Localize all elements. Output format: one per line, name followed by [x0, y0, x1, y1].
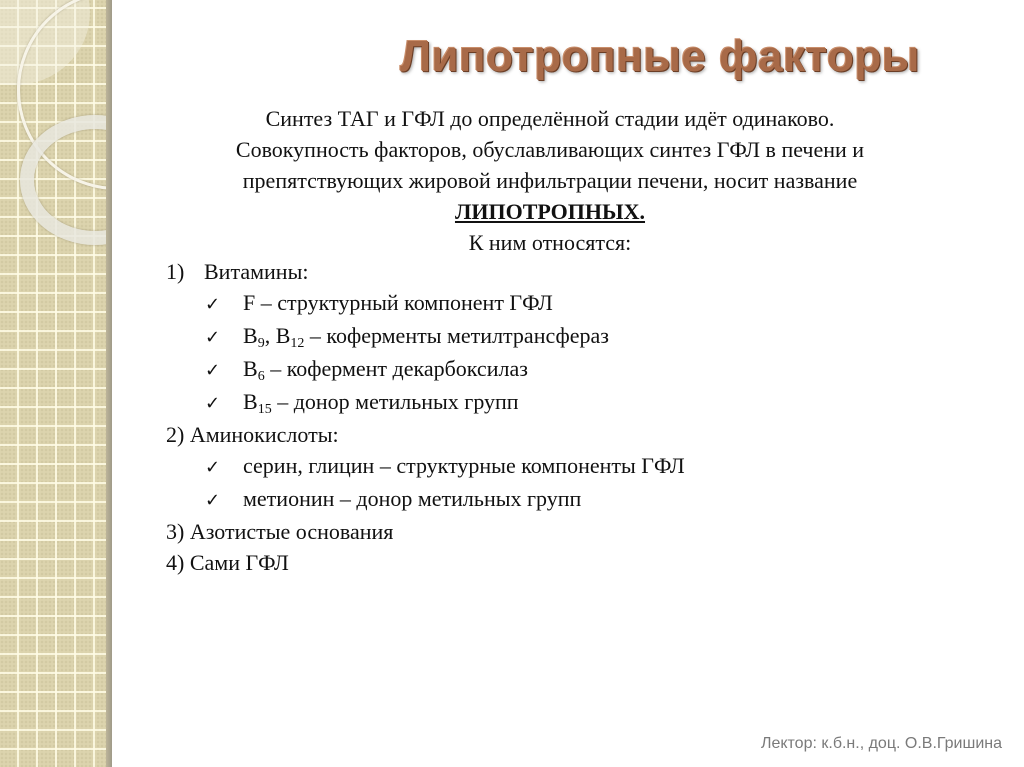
- list-item-phospholipids: [166, 547, 866, 578]
- list-item-amino-acids: [166, 419, 866, 450]
- factor-list: [166, 256, 866, 578]
- sub-item-text: – донор метильных групп: [271, 389, 519, 414]
- item-label: Сами ГФЛ: [189, 550, 289, 575]
- lecturer-footer: Лектор: к.б.н., доц. О.В.Гришина: [760, 735, 1002, 752]
- sidebar-edge-shadow: [106, 0, 112, 767]
- intro-line: препятствующих жировой инфильтрации печени, носит название: [242, 168, 858, 193]
- list-item-nitrogenous-bases: [166, 516, 866, 547]
- sub-item: [166, 287, 866, 320]
- sub-item-text: серин, глицин – структурные компоненты ГФЛ: [243, 453, 685, 478]
- intro-line: К ним относятся:: [468, 230, 632, 255]
- checkmark-icon: ✓: [205, 360, 221, 381]
- item-label: Витамины:: [204, 259, 309, 284]
- sub-item-text: – кофермент декарбоксилаз: [264, 356, 528, 381]
- sub-item-mid: , B: [264, 323, 291, 348]
- intro-emphasis: ЛИПОТРОПНЫХ.: [454, 199, 646, 224]
- subscript: 12: [290, 336, 305, 351]
- sub-item: [166, 320, 866, 353]
- sub-item: [166, 483, 866, 516]
- subscript: 9: [257, 336, 265, 351]
- decorative-sidebar: [0, 0, 110, 767]
- intro-line: Совокупность факторов, обуславливающих синтез ГФЛ в печени и: [235, 137, 865, 162]
- sub-item-text: – коферменты метилтрансфераз: [304, 323, 609, 348]
- item-number: 1): [166, 259, 185, 284]
- sub-item-text: – структурный компонент ГФЛ: [255, 290, 553, 315]
- list-item-vitamins: [166, 256, 866, 287]
- item-number: 4): [166, 550, 185, 575]
- sub-item: [166, 450, 866, 483]
- checkmark-icon: ✓: [205, 393, 221, 414]
- checkmark-icon: ✓: [205, 327, 221, 348]
- subscript: 15: [257, 402, 272, 417]
- item-label: Азотистые основания: [189, 519, 394, 544]
- slide-title: Липотропные факторы: [400, 32, 920, 81]
- item-number: 3): [166, 519, 185, 544]
- checkmark-icon: ✓: [205, 457, 221, 478]
- checkmark-icon: ✓: [205, 490, 221, 511]
- sub-item-prefix: B: [243, 323, 258, 348]
- sub-item-text: метионин – донор метильных групп: [243, 486, 582, 511]
- sub-item-prefix: B: [243, 356, 258, 381]
- sub-item: [166, 386, 866, 419]
- sub-item-prefix: F: [243, 290, 256, 315]
- sub-item: [166, 353, 866, 386]
- checkmark-icon: ✓: [205, 294, 221, 315]
- sub-item-prefix: B: [243, 389, 258, 414]
- item-number: 2): [166, 422, 185, 447]
- subscript: 6: [257, 369, 265, 384]
- intro-line: Синтез ТАГ и ГФЛ до определённой стадии идёт одинаково.: [265, 106, 835, 131]
- intro-paragraph: [150, 103, 950, 258]
- item-label: Аминокислоты:: [189, 422, 339, 447]
